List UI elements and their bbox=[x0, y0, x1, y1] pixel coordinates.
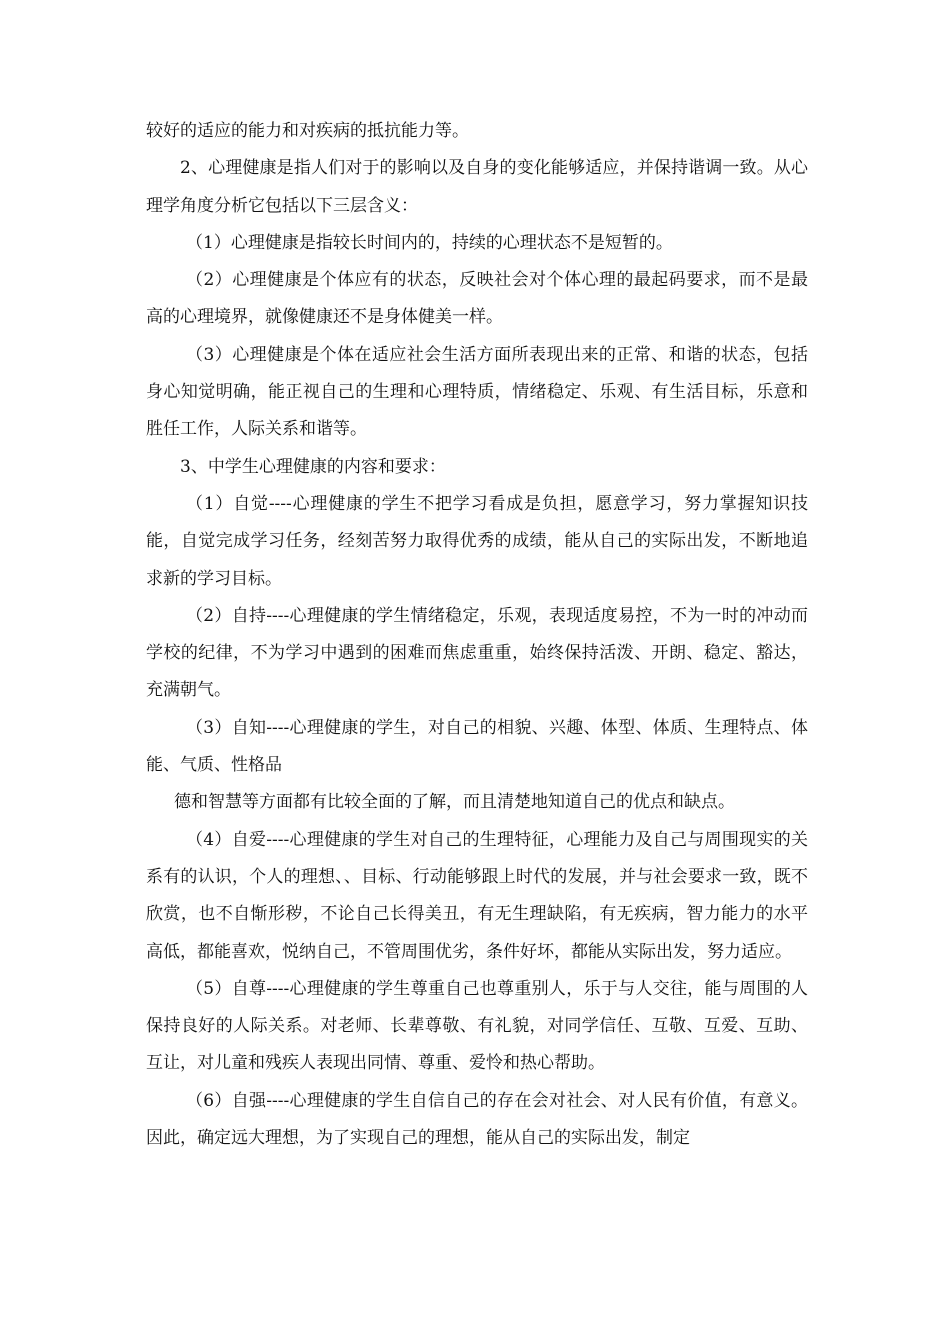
paragraph-item: （5）自尊----心理健康的学生尊重自己也尊重别人，乐于与人交往，能与周围的人保持良好的人际关系。对老师、长辈尊敬、有礼貌，对同学信任、互敬、互爱、互助、互让，对儿童和残疾人表现出同情、尊重、爱怜和热心帮助。 bbox=[146, 978, 808, 1074]
paragraph-section-2: 2、心理健康是指人们对于的影响以及自身的变化能够适应，并保持谐调一致。从心理学角度分析它包括以下三层含义： bbox=[146, 158, 808, 216]
paragraph-continuation: 德和智慧等方面都有比较全面的了解，而且清楚地知道自己的优点和缺点。 bbox=[174, 792, 735, 813]
paragraph-item: （6）自强----心理健康的学生自信自己的存在会对社会、对人民有价值，有意义。因此，确定远大理想，为了实现自己的理想，能从自己的实际出发，制定 bbox=[146, 1090, 808, 1149]
paragraph-continuation: 较好的适应的能力和对疾病的抵抗能力等。 bbox=[146, 121, 469, 141]
paragraph-item: （3）自知----心理健康的学生，对自己的相貌、兴趣、体型、体质、生理特点、体能、气质、性格品 bbox=[146, 717, 808, 776]
paragraph-item: （3）心理健康是个体在适应社会生活方面所表现出来的正常、和谐的状态，包括身心知觉明确，能正视自己的生理和心理特质，情绪稳定、乐观、有生活目标，乐意和胜任工作，人际关系和谐等。 bbox=[146, 344, 808, 440]
paragraph-item: （4）自爱----心理健康的学生对自己的生理特征，心理能力及自己与周围现实的关系有的认识，个人的理想、、目标、行动能够跟上时代的发展，并与社会要求一致，既不欣赏，也不自惭形秽，不论自己长得美丑，有无生理缺陷，有无疾病，智力能力的水平高低，都能喜欢，悦纳自己，不管周围优劣，条件好坏，都能从实际出发，努力适应。 bbox=[146, 829, 808, 962]
paragraph-section-3: 3、中学生心理健康的内容和要求： bbox=[180, 456, 446, 477]
paragraph-item: （2）自持----心理健康的学生情绪稳定，乐观，表现适度易控，不为一时的冲动而学校的纪律，不为学习中遇到的困难而焦虑重重，始终保持活泼、开朗、稳定、豁达，充满朝气。 bbox=[146, 605, 808, 701]
paragraph-item: （2）心理健康是个体应有的状态，反映社会对个体心理的最起码要求，而不是最高的心理境界，就像健康还不是身体健美一样。 bbox=[146, 270, 808, 328]
paragraph-item: （1）自觉----心理健康的学生不把学习看成是负担，愿意学习，努力掌握知识技能，自觉完成学习任务，经刻苦努力取得优秀的成绩，能从自己的实际出发，不断地追求新的学习目标。 bbox=[146, 493, 808, 589]
paragraph-item: （1）心理健康是指较长时间内的，持续的心理状态不是短暂的。 bbox=[186, 232, 673, 253]
document-body bbox=[146, 113, 808, 1157]
